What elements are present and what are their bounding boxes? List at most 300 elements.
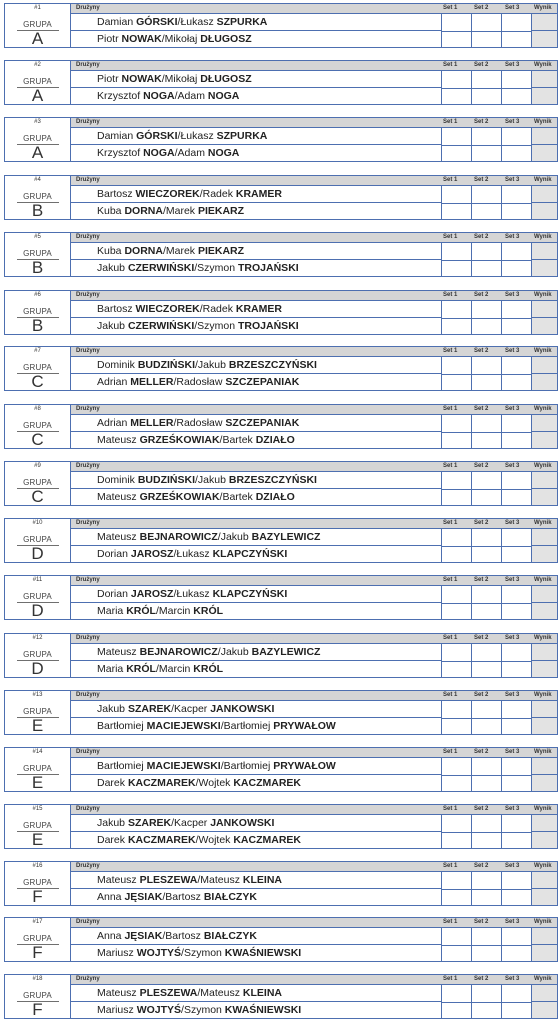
player1-surname: NOWAK [121,73,162,85]
player2-surname: BAZYLEWICZ [251,531,321,543]
group-label: GRUPA [23,707,52,716]
player2-first-name: /Łukasz [173,588,213,600]
player2-first-name: /Marek [162,245,198,257]
match-card [4,346,558,391]
match-number: #11 [32,577,43,583]
group-letter: D [31,544,44,563]
header-set2: Set 2 [474,520,489,526]
player2-surname: KWAŚNIEWSKI [224,947,302,959]
group-cell [5,691,71,734]
player2-surname: KRÓL [193,663,224,675]
header-set1: Set 1 [443,976,458,982]
player2-first-name: /Bartłomiej [220,720,274,732]
header-result: Wynik [534,863,552,869]
group-cell [5,462,71,505]
player1-surname: DORNA [124,245,163,257]
player1-first-name: Jakub [97,817,128,829]
player2-surname: BRZESZCZYŃSKI [228,474,317,486]
group-letter: D [31,601,44,620]
team-row [71,815,441,832]
result-cell[interactable] [531,71,557,104]
player2-surname: SZCZEPANIAK [225,376,300,388]
result-row-divider [532,373,557,374]
group-cell [5,862,71,905]
match-header [71,975,557,985]
match-header [71,691,557,701]
match-number: #6 [34,292,41,298]
player1-first-name: Mateusz [97,987,140,999]
match-card [4,175,558,220]
header-set2: Set 2 [474,919,489,925]
match-header [71,862,557,872]
header-set1: Set 1 [443,692,458,698]
header-teams: Drużyny [76,119,100,125]
player2-first-name: /Mikołaj [161,73,201,85]
player2-first-name: /Jakub [195,359,229,371]
player1-surname: MACIEJEWSKI [146,720,221,732]
result-cell[interactable] [531,243,557,276]
player2-surname: PRYWAŁOW [273,720,336,732]
player1-first-name: Krzysztof [97,90,144,102]
header-set3: Set 3 [505,806,520,812]
player1-surname: WOJTYŚ [136,947,182,959]
header-teams: Drużyny [76,749,100,755]
header-set1: Set 1 [443,119,458,125]
player1-first-name: Anna [97,930,125,942]
score-row-divider [441,88,531,89]
group-cell [5,975,71,1018]
header-set1: Set 1 [443,806,458,812]
player1-surname: PLESZEWA [139,874,198,886]
result-cell[interactable] [531,415,557,448]
match-number: #15 [32,806,43,812]
match-header [71,291,557,301]
header-set3: Set 3 [505,635,520,641]
group-label: GRUPA [23,421,52,430]
score-row-divider [441,374,531,375]
result-cell[interactable] [531,186,557,219]
team-row [71,203,441,220]
header-set1: Set 1 [443,520,458,526]
team-row [71,529,441,546]
player2-first-name: /Bartek [219,491,256,503]
player2-surname: KLAPCZYŃSKI [212,588,288,600]
player2-surname: DZIAŁO [255,491,295,503]
header-set3: Set 3 [505,520,520,526]
score-row-divider [441,318,531,319]
player1-first-name: Maria [97,663,127,675]
player1-first-name: Dorian [97,588,131,600]
match-number: #2 [34,62,41,68]
group-letter: E [31,716,44,735]
header-set3: Set 3 [505,234,520,240]
player1-surname: SZAREK [127,817,172,829]
player1-surname: NOWAK [121,33,162,45]
match-header [71,462,557,472]
team-row [71,586,441,603]
header-result: Wynik [534,806,552,812]
player2-first-name: /Szymon [181,1004,225,1016]
score-row-divider [441,718,531,719]
result-cell[interactable] [531,357,557,390]
group-letter: D [31,659,44,678]
group-label: GRUPA [23,650,52,659]
result-row-divider [532,660,557,661]
header-set2: Set 2 [474,177,489,183]
player2-first-name: /Mikołaj [161,33,201,45]
player1-surname: KACZMAREK [127,834,196,846]
team-row [71,945,441,962]
header-result: Wynik [534,119,552,125]
result-row-divider [532,831,557,832]
group-cell [5,805,71,848]
header-set2: Set 2 [474,806,489,812]
match-number: #14 [32,749,43,755]
player1-surname: SZAREK [127,703,172,715]
team-row [71,145,441,162]
player2-surname: KRAMER [235,188,282,200]
header-set2: Set 2 [474,406,489,412]
header-set3: Set 3 [505,406,520,412]
header-teams: Drużyny [76,406,100,412]
group-letter: B [31,201,44,220]
result-cell[interactable] [531,815,557,848]
player2-first-name: /Łukasz [177,130,217,142]
player2-surname: SZPURKA [216,130,268,142]
player1-first-name: Mateusz [97,646,140,658]
player2-first-name: /Bartek [219,434,256,446]
match-card [4,690,558,735]
match-header [71,405,557,415]
player2-first-name: /Łukasz [173,548,213,560]
player2-surname: JANKOWSKI [210,817,275,829]
player2-first-name: /Szymon [194,262,239,274]
header-set2: Set 2 [474,463,489,469]
team-row [71,832,441,849]
player1-surname: GRZEŚKOWIAK [139,491,220,503]
player2-first-name: /Radosław [173,376,226,388]
player1-first-name: Piotr [97,33,122,45]
player1-first-name: Mateusz [97,874,140,886]
match-card [4,518,558,563]
player2-first-name: /Marcin [155,605,194,617]
score-row-divider [441,603,531,604]
player1-surname: KRÓL [126,605,156,617]
team-row [71,318,441,335]
player2-first-name: /Bartłomiej [220,760,274,772]
score-row-divider [441,889,531,890]
score-row-divider [441,203,531,204]
player2-surname: KRAMER [235,303,282,315]
header-set3: Set 3 [505,292,520,298]
team-row [71,128,441,145]
header-set2: Set 2 [474,234,489,240]
match-card [4,3,558,48]
result-row-divider [532,317,557,318]
player2-first-name: /Adam [174,147,208,159]
result-cell[interactable] [531,529,557,562]
player1-surname: DORNA [124,205,163,217]
group-letter: E [31,773,44,792]
group-cell [5,918,71,961]
player1-first-name: Mateusz [97,434,140,446]
header-set2: Set 2 [474,348,489,354]
header-teams: Drużyny [76,863,100,869]
header-result: Wynik [534,463,552,469]
group-letter: A [31,29,44,48]
header-set3: Set 3 [505,577,520,583]
group-letter: F [32,943,43,962]
player2-surname: KWAŚNIEWSKI [224,1004,302,1016]
group-cell [5,233,71,276]
group-cell [5,576,71,619]
header-set1: Set 1 [443,62,458,68]
player2-surname: NOGA [207,90,240,102]
match-number: #17 [32,919,43,925]
score-row-divider [441,1002,531,1003]
player1-first-name: Darek [97,777,128,789]
player1-first-name: Bartłomiej [97,760,147,772]
group-letter: F [32,1000,43,1019]
match-card [4,575,558,620]
player2-first-name: /Szymon [181,947,225,959]
match-card [4,461,558,506]
result-row-divider [532,717,557,718]
team-row [71,357,441,374]
player1-first-name: Kuba [97,245,125,257]
player1-first-name: Dorian [97,548,131,560]
team-row [71,985,441,1002]
group-cell [5,61,71,104]
player2-first-name: /Jakub [217,646,252,658]
result-row-divider [532,30,557,31]
player1-first-name: Adrian [97,417,131,429]
header-set1: Set 1 [443,348,458,354]
header-set2: Set 2 [474,119,489,125]
player1-first-name: Darek [97,834,128,846]
result-cell[interactable] [531,14,557,47]
group-cell [5,347,71,390]
match-header [71,634,557,644]
score-row-divider [441,31,531,32]
result-cell[interactable] [531,128,557,161]
match-card [4,404,558,449]
match-number: #16 [32,863,43,869]
group-letter: A [31,86,44,105]
player1-surname: MELLER [130,417,174,429]
score-row-divider [441,945,531,946]
header-teams: Drużyny [76,976,100,982]
player2-surname: BIAŁCZYK [203,930,257,942]
player2-first-name: /Marek [162,205,198,217]
result-row-divider [532,1001,557,1002]
header-teams: Drużyny [76,919,100,925]
player1-first-name: Dominik [97,474,138,486]
score-row-divider [441,260,531,261]
header-result: Wynik [534,292,552,298]
group-label: GRUPA [23,249,52,258]
player2-first-name: /Radosław [173,417,226,429]
header-result: Wynik [534,692,552,698]
result-cell[interactable] [531,586,557,619]
team-row [71,432,441,449]
group-label: GRUPA [23,77,52,86]
player2-first-name: /Radek [199,188,236,200]
match-number: #5 [34,234,41,240]
player1-first-name: Jakub [97,320,128,332]
match-card [4,633,558,678]
result-row-divider [532,944,557,945]
header-result: Wynik [534,177,552,183]
header-set2: Set 2 [474,62,489,68]
group-letter: E [31,830,44,849]
group-label: GRUPA [23,478,52,487]
score-row-divider [441,489,531,490]
match-header [71,576,557,586]
group-cell [5,4,71,47]
player1-surname: WOJTYŚ [136,1004,182,1016]
header-teams: Drużyny [76,520,100,526]
group-label: GRUPA [23,20,52,29]
player2-first-name: /Mateusz [197,874,243,886]
team-row [71,374,441,391]
team-row [71,31,441,48]
header-set3: Set 3 [505,463,520,469]
team-row [71,644,441,661]
score-row-divider [441,661,531,662]
player2-surname: DŁUGOSZ [200,73,252,85]
header-set1: Set 1 [443,292,458,298]
player1-surname: BEJNAROWICZ [139,646,218,658]
group-letter: C [31,487,44,506]
match-header [71,118,557,128]
result-row-divider [532,87,557,88]
header-teams: Drużyny [76,577,100,583]
match-header [71,176,557,186]
player1-surname: JAROSZ [130,588,174,600]
team-row [71,415,441,432]
result-cell[interactable] [531,301,557,334]
result-row-divider [532,144,557,145]
result-cell[interactable] [531,928,557,961]
player1-first-name: Maria [97,605,127,617]
match-number: #9 [34,463,41,469]
header-result: Wynik [534,520,552,526]
player1-first-name: Krzysztof [97,147,144,159]
header-result: Wynik [534,5,552,11]
header-set3: Set 3 [505,976,520,982]
player1-surname: WIECZOREK [135,188,200,200]
player1-surname: WIECZOREK [135,303,200,315]
team-row [71,718,441,735]
result-row-divider [532,602,557,603]
player2-surname: BAZYLEWICZ [251,646,321,658]
player2-surname: KLAPCZYŃSKI [212,548,288,560]
player2-surname: PRYWAŁOW [273,760,336,772]
result-cell[interactable] [531,758,557,791]
header-result: Wynik [534,635,552,641]
group-cell [5,118,71,161]
player2-surname: PIEKARZ [197,205,245,217]
header-set1: Set 1 [443,177,458,183]
player2-first-name: /Bartosz [162,930,204,942]
player2-surname: BIAŁCZYK [203,891,257,903]
player1-first-name: Jakub [97,703,128,715]
player2-surname: JANKOWSKI [210,703,275,715]
match-header [71,519,557,529]
result-row-divider [532,774,557,775]
player1-first-name: Damian [97,130,137,142]
player2-first-name: /Kacper [171,703,211,715]
score-row-divider [441,145,531,146]
player2-surname: SZCZEPANIAK [225,417,300,429]
match-header [71,805,557,815]
team-row [71,928,441,945]
player1-first-name: Anna [97,891,125,903]
player2-surname: KACZMAREK [233,834,302,846]
result-row-divider [532,431,557,432]
team-row [71,14,441,31]
player1-surname: GÓRSKI [136,130,178,142]
match-number: #4 [34,177,41,183]
result-cell[interactable] [531,472,557,505]
team-row [71,701,441,718]
player2-first-name: /Jakub [195,474,229,486]
match-card [4,974,558,1019]
header-set2: Set 2 [474,292,489,298]
header-teams: Drużyny [76,692,100,698]
header-teams: Drużyny [76,463,100,469]
team-row [71,243,441,260]
match-number: #3 [34,119,41,125]
header-set1: Set 1 [443,863,458,869]
result-cell[interactable] [531,644,557,677]
header-set2: Set 2 [474,692,489,698]
player2-surname: SZPURKA [216,16,268,28]
match-number: #8 [34,406,41,412]
match-header [71,61,557,71]
match-number: #7 [34,348,41,354]
player2-first-name: /Łukasz [177,16,217,28]
result-cell[interactable] [531,701,557,734]
player1-surname: JĘSIAK [124,891,163,903]
header-set3: Set 3 [505,119,520,125]
team-row [71,603,441,620]
result-cell[interactable] [531,872,557,905]
player1-surname: MELLER [130,376,174,388]
team-row [71,546,441,563]
result-cell[interactable] [531,985,557,1018]
group-label: GRUPA [23,134,52,143]
player2-surname: KACZMAREK [233,777,302,789]
header-result: Wynik [534,919,552,925]
header-teams: Drużyny [76,635,100,641]
player2-first-name: /Szymon [194,320,239,332]
match-card [4,917,558,962]
result-row-divider [532,545,557,546]
header-teams: Drużyny [76,348,100,354]
header-set3: Set 3 [505,62,520,68]
match-card [4,804,558,849]
match-number: #10 [32,520,43,526]
header-set1: Set 1 [443,577,458,583]
team-row [71,872,441,889]
player2-first-name: /Wojtek [195,777,234,789]
group-label: GRUPA [23,592,52,601]
group-letter: B [31,316,44,335]
match-card [4,290,558,335]
player2-first-name: /Bartosz [162,891,204,903]
